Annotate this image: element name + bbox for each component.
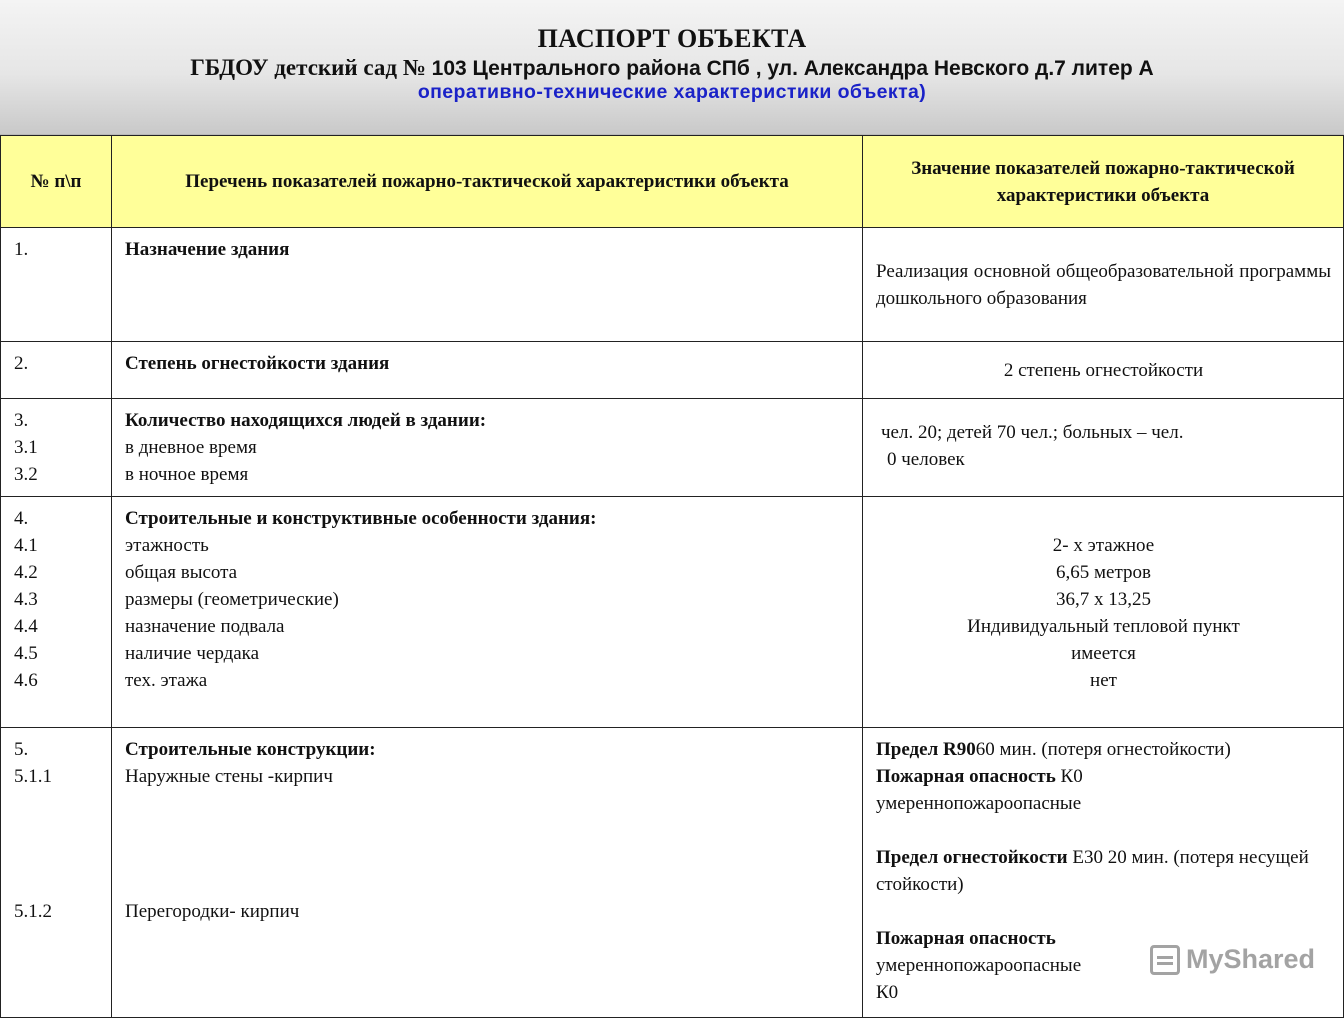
row-num-line: 3.2: [14, 464, 38, 485]
table-row: [1, 497, 1344, 728]
row-num-line: 3.: [14, 410, 29, 431]
row-value: [863, 399, 1344, 497]
indicator-item: Перегородки- кирпич: [125, 901, 300, 922]
value-line: имеется: [1071, 643, 1136, 664]
row-value: 2 степень огнестойкости: [863, 342, 1344, 399]
row-value: [863, 497, 1344, 728]
value-bold: Предел R90: [876, 739, 976, 760]
row-num-line: 4.1: [14, 535, 38, 556]
value-line: [876, 736, 1331, 763]
row-num: [1, 728, 112, 1018]
value-rest: Е30 20 мин. (потеря несущей стойкости): [876, 847, 1309, 895]
value-line: умереннопожароопасные: [876, 793, 1082, 814]
col-header-value: Значение показателей пожарно-тактической характеристики объекта: [863, 136, 1344, 228]
table-row: [1, 342, 1344, 399]
page-title: ПАСПОРТ ОБЪЕКТА: [537, 24, 807, 53]
row-num: 1.: [1, 228, 112, 342]
passport-table: [0, 135, 1344, 1018]
indicator-item: в ночное время: [125, 464, 249, 485]
value-line: 36,7 х 13,25: [1056, 589, 1151, 610]
watermark-logo: [1150, 944, 1315, 975]
row-num: [1, 399, 112, 497]
table-row: [1, 399, 1344, 497]
indicator-item: Наружные стены -кирпич: [125, 766, 333, 787]
row-num-line: 5.: [14, 739, 29, 760]
indicator-item: в дневное время: [125, 437, 257, 458]
row-indicator: Степень огнестойкости здания: [112, 342, 863, 399]
row-indicator: [112, 728, 863, 1018]
table-row: [1, 228, 1344, 342]
row-num-line: 5.1.2: [14, 901, 52, 922]
indicator-title: Количество находящихся людей в здании:: [125, 410, 487, 431]
value-rest: К0: [1055, 766, 1083, 787]
object-name-part2: 103 Центрального района СПб , ул. Александра Невского д.7 литер А: [431, 57, 1154, 80]
watermark-text: MyShared: [1186, 944, 1316, 974]
value-text: Реализация основной общеобразовательной программы дошкольного образования: [876, 260, 1331, 309]
row-indicator: [112, 497, 863, 728]
row-num-line: 4.6: [14, 670, 38, 691]
value-line: 6,65 метров: [1056, 562, 1151, 583]
row-num: 2.: [1, 342, 112, 399]
value-line: умереннопожароопасные: [876, 955, 1082, 976]
row-num-line: 4.3: [14, 589, 38, 610]
value-line: 0 человек: [887, 449, 965, 470]
col-header-num: № п\п: [1, 136, 112, 228]
indicator-title: Строительные и конструктивные особенности здания:: [125, 508, 597, 529]
value-line: К0: [876, 982, 899, 1003]
slide-header: [0, 0, 1344, 135]
row-num-line: 5.1.1: [14, 766, 52, 787]
value-line: [876, 844, 1331, 898]
indicator-item: общая высота: [125, 562, 238, 583]
table-header-row: [1, 136, 1344, 228]
indicator-item: этажность: [125, 535, 209, 556]
object-name-part1: ГБДОУ детский сад №: [190, 55, 426, 80]
row-num: [1, 497, 112, 728]
value-line: Пожарная опасность: [876, 928, 1056, 949]
value-line: 2- х этажное: [1052, 535, 1155, 556]
value-bold: Предел огнестойкости: [876, 847, 1068, 868]
row-value: [863, 228, 1344, 342]
value-bold: Пожарная опасность: [876, 766, 1056, 787]
row-indicator: Назначение здания: [112, 228, 863, 342]
object-name: [0, 55, 1344, 81]
indicator-item: тех. этажа: [125, 670, 208, 691]
row-indicator: [112, 399, 863, 497]
table-row: [1, 728, 1344, 1018]
row-num-line: 3.1: [14, 437, 38, 458]
row-num-line: 4.: [14, 508, 29, 529]
col-header-indicator: Перечень показателей пожарно-тактической характеристики объекта: [112, 136, 863, 228]
value-line: чел. 20; детей 70 чел.; больных – чел.: [881, 422, 1184, 443]
indicator-item: размеры (геометрические): [125, 589, 339, 610]
indicator-item: наличие чердака: [125, 643, 260, 664]
presentation-icon: [1150, 945, 1180, 975]
row-num-line: 4.5: [14, 643, 38, 664]
value-line: нет: [1090, 670, 1117, 691]
value-line: [876, 763, 1331, 790]
indicator-item: назначение подвала: [125, 616, 285, 637]
row-num-line: 4.4: [14, 616, 38, 637]
value-line: Индивидуальный тепловой пункт: [967, 616, 1240, 637]
indicator-title: Строительные конструкции:: [125, 739, 376, 760]
row-num-line: 4.2: [14, 562, 38, 583]
value-rest: 60 мин. (потеря огнестойкости): [975, 739, 1231, 760]
subtitle: оперативно-технические характеристики объекта): [417, 81, 927, 103]
